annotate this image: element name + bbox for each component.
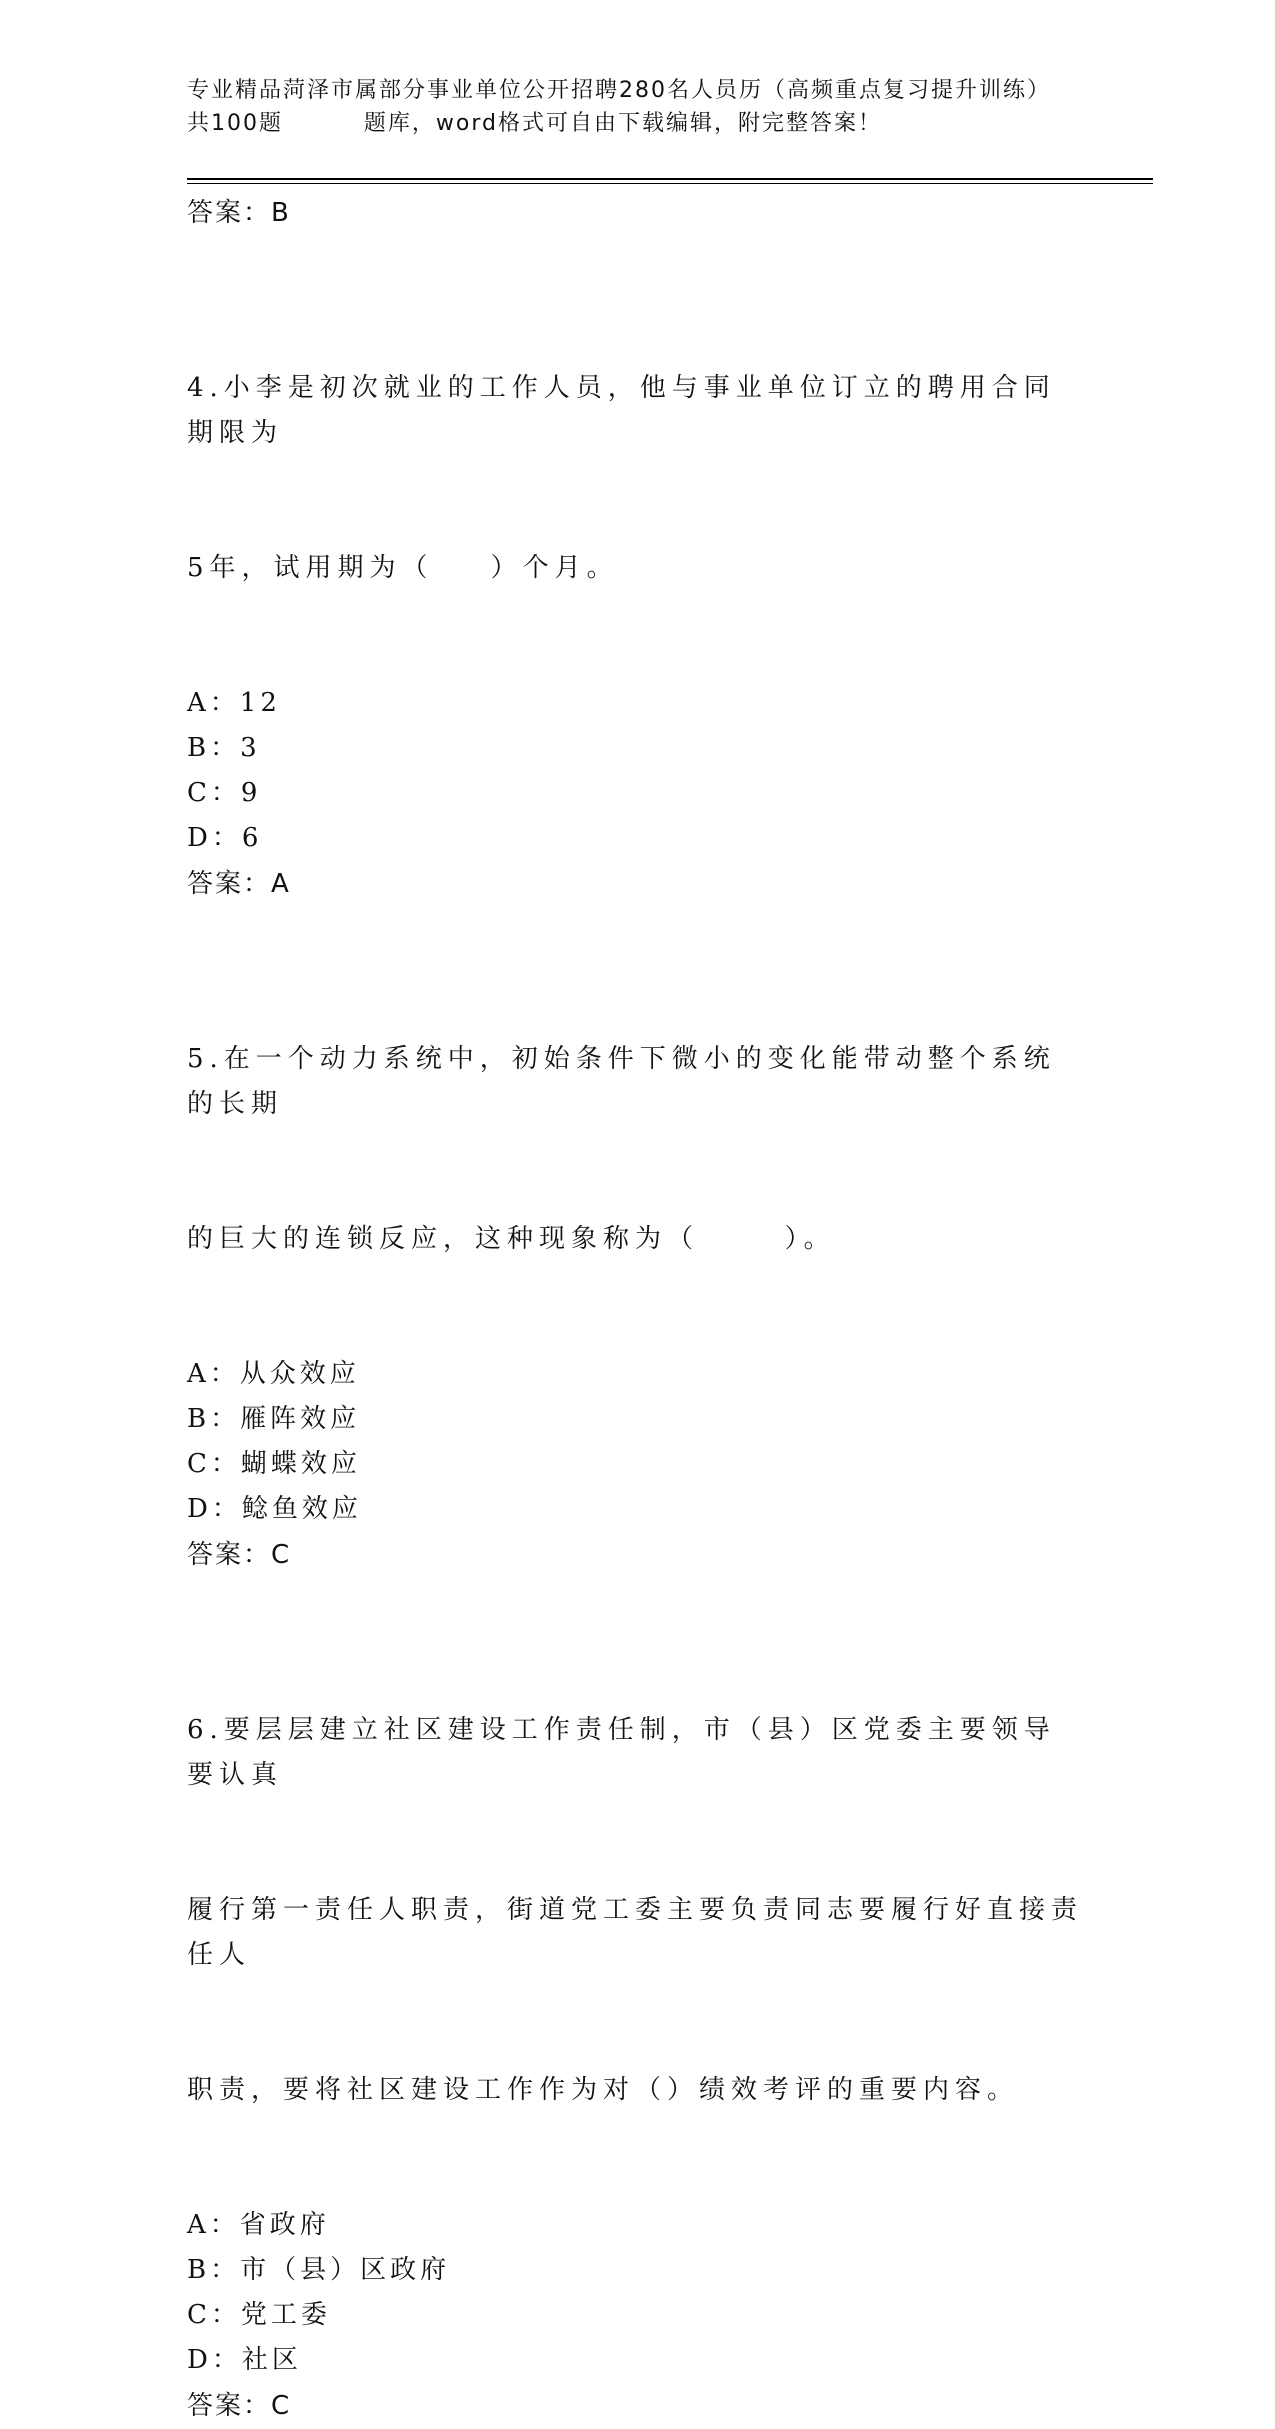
question-stem-line: 履行第一责任人职责，街道党工委主要负责同志要履行好直接责任人 bbox=[187, 1895, 1084, 1970]
header-divider-thin bbox=[187, 183, 1153, 184]
question-6-stem bbox=[187, 1618, 1087, 2203]
option-b: B：雁阵效应 bbox=[187, 1404, 361, 1434]
page-header bbox=[187, 74, 1087, 140]
question-stem-line: 5年，试用期为（ ）个月。 bbox=[187, 553, 619, 583]
header-divider-thick bbox=[187, 178, 1153, 180]
option-c: C：蝴蝶效应 bbox=[187, 1449, 361, 1479]
question-stem-line: 5.在一个动力系统中，初始条件下微小的变化能带动整个系统的长期 bbox=[187, 1044, 1056, 1119]
option-d: D：6 bbox=[187, 823, 263, 853]
option-d: D：社区 bbox=[187, 2345, 302, 2375]
option-b: B：市（县）区政府 bbox=[187, 2255, 451, 2285]
header-title-line-2: 共100题 题库，word格式可自由下载编辑，附完整答案！ bbox=[187, 111, 883, 136]
option-a: A：12 bbox=[187, 688, 281, 718]
question-6 bbox=[187, 1618, 1087, 2429]
question-4 bbox=[187, 276, 1087, 907]
document-body bbox=[187, 190, 1087, 2429]
question-stem-line: 4.小李是初次就业的工作人员，他与事业单位订立的聘用合同期限为 bbox=[187, 373, 1056, 448]
question-stem-line: 6.要层层建立社区建设工作责任制，市（县）区党委主要领导要认真 bbox=[187, 1715, 1056, 1790]
option-a: A：省政府 bbox=[187, 2210, 330, 2240]
question-stem-line: 职责，要将社区建设工作作为对（）绩效考评的重要内容。 bbox=[187, 2075, 1020, 2105]
option-c: C：党工委 bbox=[187, 2300, 331, 2330]
question-stem-line: 的巨大的连锁反应，这种现象称为（ ）。 bbox=[187, 1224, 836, 1254]
question-5-answer: 答案：C bbox=[187, 1540, 292, 1570]
option-c: C：9 bbox=[187, 778, 262, 808]
question-4-answer: 答案：A bbox=[187, 869, 291, 899]
option-a: A：从众效应 bbox=[187, 1359, 360, 1389]
question-5 bbox=[187, 947, 1087, 1578]
question-5-stem bbox=[187, 947, 1087, 1352]
previous-answer: 答案：B bbox=[187, 198, 291, 228]
header-title-line-1: 专业精品菏泽市属部分事业单位公开招聘280名人员历（高频重点复习提升训练） bbox=[187, 78, 1051, 103]
option-b: B：3 bbox=[187, 733, 261, 763]
question-6-answer: 答案：C bbox=[187, 2391, 292, 2421]
question-4-stem bbox=[187, 276, 1087, 681]
option-d: D：鲶鱼效应 bbox=[187, 1494, 362, 1524]
